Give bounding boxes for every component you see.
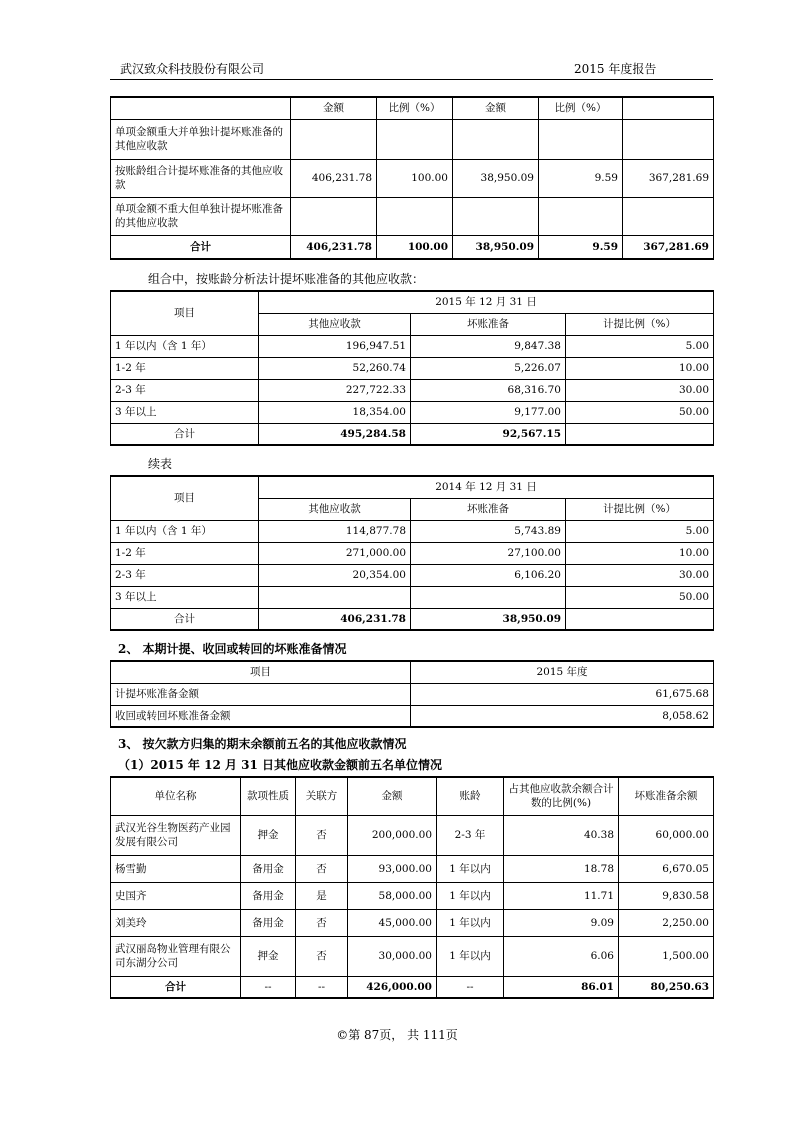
- row-label: 2-3 年: [111, 379, 259, 401]
- table-cell: --: [296, 976, 348, 998]
- column-header: 占其他应收款余额合计数的比例(%): [504, 777, 619, 815]
- table-cell: 5.00: [566, 520, 714, 542]
- column-header: 其他应收款: [259, 313, 411, 335]
- table-row: [111, 855, 714, 882]
- table-cell: 1 年以内: [437, 909, 504, 936]
- top-five-table: [110, 776, 714, 999]
- table-row: [111, 936, 714, 976]
- table-cell: 50.00: [566, 401, 714, 423]
- table-cell: 2,250.00: [619, 909, 714, 936]
- table-cell: 否: [296, 909, 348, 936]
- table-cell: [291, 119, 377, 159]
- table-cell: 6,670.05: [619, 855, 714, 882]
- table-cell: 406,231.78: [291, 235, 377, 259]
- aging-note: 组合中，按账龄分析法计提坏账准备的其他应收款：: [148, 272, 425, 286]
- table-row: [111, 564, 714, 586]
- column-header: 坏账准备余额: [619, 777, 714, 815]
- table-cell: 68,316.70: [411, 379, 566, 401]
- table-cell: 18,354.00: [259, 401, 411, 423]
- table-cell: 27,100.00: [411, 542, 566, 564]
- table-cell: 备用金: [241, 855, 296, 882]
- table-cell: 9.59: [539, 235, 623, 259]
- table-cell: 60,000.00: [619, 815, 714, 855]
- total-row: [111, 235, 714, 259]
- table-cell: 406,231.78: [259, 608, 411, 630]
- column-header: 2015 年度: [411, 661, 714, 683]
- table-row: [111, 542, 714, 564]
- column-header: 金额: [453, 97, 539, 119]
- table-row: [111, 909, 714, 936]
- column-header: 款项性质: [241, 777, 296, 815]
- aging-table-2014: [110, 475, 714, 631]
- table-cell: 5,226.07: [411, 357, 566, 379]
- company-name: 武汉致众科技股份有限公司: [120, 62, 265, 76]
- table-cell: --: [437, 976, 504, 998]
- table-cell: 38,950.09: [453, 159, 539, 197]
- section-3-subtitle: （1）2015 年 12 月 31 日其他应收款金额前五名单位情况: [118, 758, 443, 772]
- table-cell: 367,281.69: [623, 159, 714, 197]
- column-header: 账龄: [437, 777, 504, 815]
- table-cell: 52,260.74: [259, 357, 411, 379]
- row-label: 1-2 年: [111, 542, 259, 564]
- table-cell: 196,947.51: [259, 335, 411, 357]
- column-header: 项目: [111, 291, 259, 335]
- table-cell: 8,058.62: [411, 705, 714, 727]
- table-cell: 45,000.00: [348, 909, 437, 936]
- column-header: 2014 年 12 月 31 日: [259, 476, 714, 498]
- table-cell: [566, 608, 714, 630]
- row-label: 1-2 年: [111, 357, 259, 379]
- table-row: [111, 705, 714, 727]
- table-cell: 20,354.00: [259, 564, 411, 586]
- row-label: 计提坏账准备金额: [111, 683, 411, 705]
- row-label: 按账龄组合计提坏账准备的其他应收款: [111, 159, 291, 197]
- row-label: 史国齐: [111, 882, 241, 909]
- table-cell: 38,950.09: [453, 235, 539, 259]
- column-header: 金额: [348, 777, 437, 815]
- row-label: 2-3 年: [111, 564, 259, 586]
- table-cell: [453, 119, 539, 159]
- bad-debt-category-table: [110, 96, 714, 260]
- table-cell: [377, 197, 453, 235]
- column-header: 单位名称: [111, 777, 241, 815]
- table-cell: 227,722.33: [259, 379, 411, 401]
- row-label: 合计: [111, 608, 259, 630]
- table-cell: 6,106.20: [411, 564, 566, 586]
- table-cell: 30,000.00: [348, 936, 437, 976]
- table-row: [111, 119, 714, 159]
- table-cell: 6.06: [504, 936, 619, 976]
- table-cell: 114,877.78: [259, 520, 411, 542]
- table-cell: 9,830.58: [619, 882, 714, 909]
- table-cell: 押金: [241, 936, 296, 976]
- table-cell: 30.00: [566, 564, 714, 586]
- column-header: 计提比例（%）: [566, 498, 714, 520]
- table-cell: 18.78: [504, 855, 619, 882]
- table-row: [111, 520, 714, 542]
- row-label: 3 年以上: [111, 401, 259, 423]
- table-cell: [623, 119, 714, 159]
- table-cell: 1 年以内: [437, 855, 504, 882]
- table-row: [111, 683, 714, 705]
- table-cell: 否: [296, 855, 348, 882]
- table-cell: 9.09: [504, 909, 619, 936]
- table-cell: 38,950.09: [411, 608, 566, 630]
- column-header: 其他应收款: [259, 498, 411, 520]
- column-header: 关联方: [296, 777, 348, 815]
- table-cell: 10.00: [566, 542, 714, 564]
- header-rule: [110, 79, 713, 80]
- table-cell: [623, 97, 714, 119]
- column-header: 比例（%）: [377, 97, 453, 119]
- column-header: 计提比例（%）: [566, 313, 714, 335]
- report-title: 2015 年度报告: [574, 62, 657, 76]
- aging-table-2015: [110, 290, 714, 446]
- row-label: 1 年以内（含 1 年）: [111, 335, 259, 357]
- table-row: [111, 882, 714, 909]
- table-cell: 61,675.68: [411, 683, 714, 705]
- table-cell: 11.71: [504, 882, 619, 909]
- row-label: 收回或转回坏账准备金额: [111, 705, 411, 727]
- table-row: [111, 197, 714, 235]
- table-cell: --: [241, 976, 296, 998]
- table-cell: 10.00: [566, 357, 714, 379]
- table-cell: [566, 423, 714, 445]
- column-header: 2015 年 12 月 31 日: [259, 291, 714, 313]
- continued-note: 续表: [148, 457, 173, 471]
- table-cell: [539, 119, 623, 159]
- table-row: [111, 401, 714, 423]
- column-header: 比例（%）: [539, 97, 623, 119]
- table-cell: [377, 119, 453, 159]
- row-label: 3 年以上: [111, 586, 259, 608]
- row-label: 武汉光谷生物医药产业园发展有限公司: [111, 815, 241, 855]
- table-cell: 备用金: [241, 909, 296, 936]
- table-cell: [623, 197, 714, 235]
- table-cell: 50.00: [566, 586, 714, 608]
- table-cell: [411, 586, 566, 608]
- total-row: [111, 608, 714, 630]
- table-cell: 40.38: [504, 815, 619, 855]
- table-cell: 5.00: [566, 335, 714, 357]
- row-label: 合计: [111, 235, 291, 259]
- table-cell: 86.01: [504, 976, 619, 998]
- table-cell: [539, 197, 623, 235]
- table-cell: 1 年以内: [437, 882, 504, 909]
- table-cell: 406,231.78: [291, 159, 377, 197]
- table-cell: 92,567.15: [411, 423, 566, 445]
- provision-table: [110, 660, 714, 728]
- table-cell: 367,281.69: [623, 235, 714, 259]
- table-cell: 5,743.89: [411, 520, 566, 542]
- table-cell: 80,250.63: [619, 976, 714, 998]
- table-cell: 200,000.00: [348, 815, 437, 855]
- table-row: [111, 159, 714, 197]
- table-cell: 93,000.00: [348, 855, 437, 882]
- table-cell: 1,500.00: [619, 936, 714, 976]
- table-row: [111, 357, 714, 379]
- section-2-title: 2、 本期计提、收回或转回的坏账准备情况: [118, 642, 347, 656]
- row-label: 1 年以内（含 1 年）: [111, 520, 259, 542]
- row-label: 合计: [111, 423, 259, 445]
- table-cell: 2-3 年: [437, 815, 504, 855]
- table-cell: 495,284.58: [259, 423, 411, 445]
- row-label: 合计: [111, 976, 241, 998]
- table-cell: 否: [296, 815, 348, 855]
- table-cell: [111, 97, 291, 119]
- table-cell: 100.00: [377, 159, 453, 197]
- table-cell: 9,177.00: [411, 401, 566, 423]
- section-3-title: 3、 按欠款方归集的期末余额前五名的其他应收款情况: [118, 737, 407, 751]
- column-header: 项目: [111, 661, 411, 683]
- total-row: [111, 976, 714, 998]
- table-row: [111, 815, 714, 855]
- table-cell: 100.00: [377, 235, 453, 259]
- row-label: 单项金额重大并单独计提坏账准备的其他应收款: [111, 119, 291, 159]
- table-row: [111, 586, 714, 608]
- page-number: ©第 87页， 共 111页: [336, 1028, 458, 1042]
- column-header: 金额: [291, 97, 377, 119]
- table-cell: 押金: [241, 815, 296, 855]
- column-header: 坏账准备: [411, 498, 566, 520]
- column-header: 项目: [111, 476, 259, 520]
- table-cell: [259, 586, 411, 608]
- table-cell: [291, 197, 377, 235]
- table-row: [111, 335, 714, 357]
- total-row: [111, 423, 714, 445]
- row-label: 刘美玲: [111, 909, 241, 936]
- table-cell: 备用金: [241, 882, 296, 909]
- table-cell: 271,000.00: [259, 542, 411, 564]
- table-cell: 1 年以内: [437, 936, 504, 976]
- table-cell: [453, 197, 539, 235]
- table-row: [111, 379, 714, 401]
- table-cell: 58,000.00: [348, 882, 437, 909]
- table-cell: 426,000.00: [348, 976, 437, 998]
- column-header: 坏账准备: [411, 313, 566, 335]
- row-label: 单项金额不重大但单独计提坏账准备的其他应收款: [111, 197, 291, 235]
- row-label: 杨雪勤: [111, 855, 241, 882]
- row-label: 武汉丽岛物业管理有限公司东湖分公司: [111, 936, 241, 976]
- table-cell: 9.59: [539, 159, 623, 197]
- table-cell: 否: [296, 936, 348, 976]
- table-cell: 30.00: [566, 379, 714, 401]
- table-cell: 9,847.38: [411, 335, 566, 357]
- table-cell: 是: [296, 882, 348, 909]
